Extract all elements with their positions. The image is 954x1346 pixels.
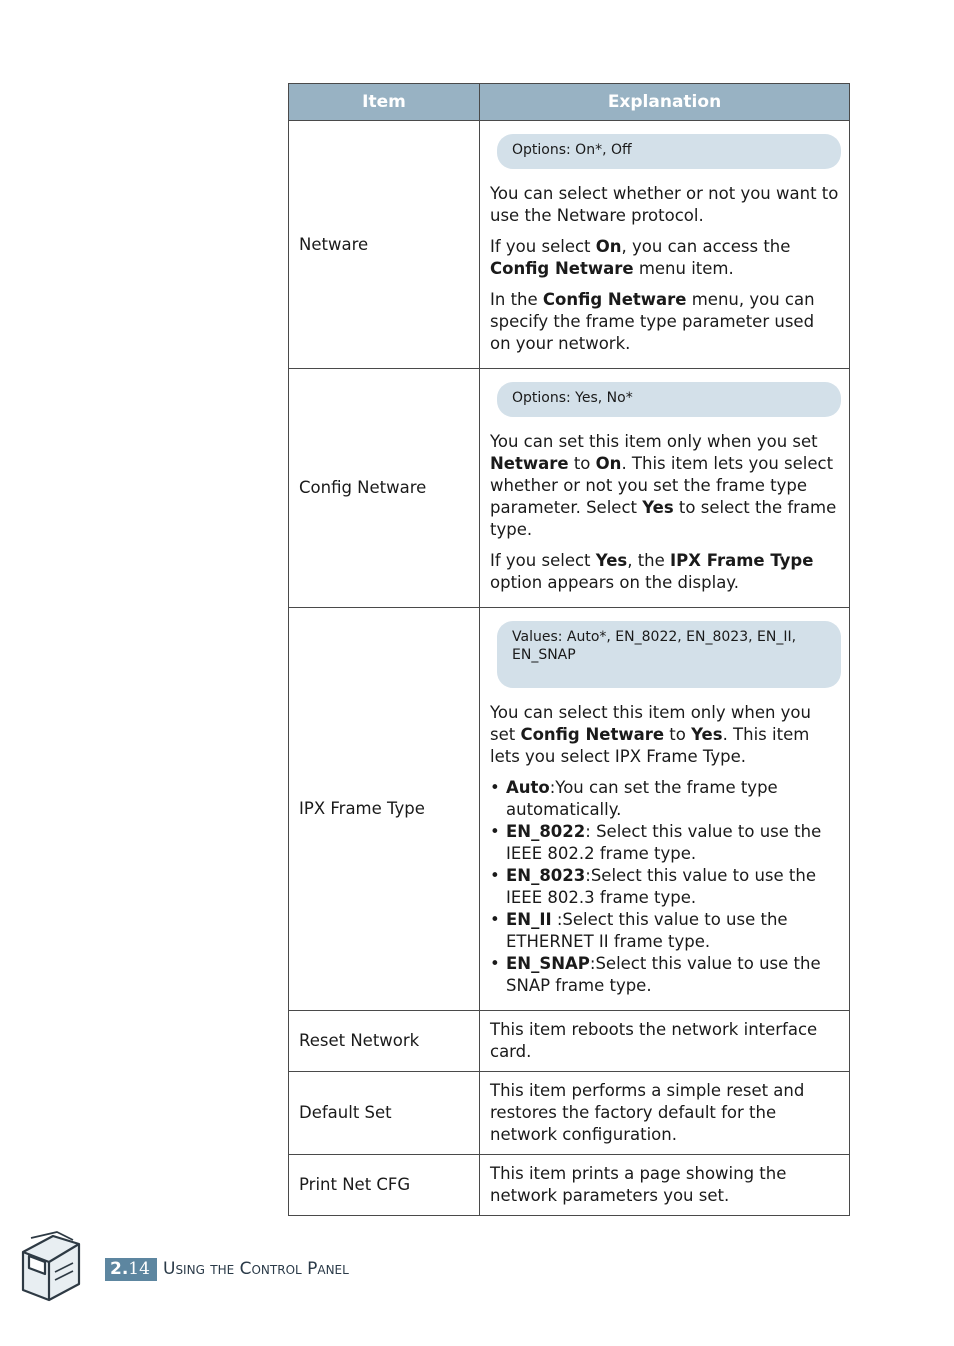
- explanation-print-net-cfg: This item prints a page showing the network parameters you set.: [480, 1155, 850, 1216]
- explanation-ipx-frame-type: [480, 608, 850, 1011]
- options-box: Values: Auto*, EN_8022, EN_8023, EN_II, EN_SNAP: [497, 621, 841, 688]
- list-item: • EN_SNAP:Select this value to use the SNAP frame type.: [490, 953, 839, 997]
- paragraph: If you select Yes, the IPX Frame Type option appears on the display.: [490, 551, 814, 592]
- frame-type-list: [490, 777, 839, 997]
- item-netware: Netware: [289, 121, 480, 369]
- list-item: • EN_8023:Select this value to use the IEEE 802.3 frame type.: [490, 865, 839, 909]
- explanation-default-set: This item performs a simple reset and restores the factory default for the network configuration.: [480, 1072, 850, 1155]
- list-item: • Auto:You can set the frame type automatically.: [490, 777, 839, 821]
- paragraph: You can select whether or not you want to use the Netware protocol.: [490, 184, 839, 225]
- item-config-netware: Config Netware: [289, 369, 480, 608]
- options-box: Options: On*, Off: [497, 134, 841, 169]
- paragraph: You can select this item only when you set Config Netware to Yes. This item lets you select IPX Frame Type.: [490, 703, 811, 766]
- paragraph: If you select On, you can access the Config Netware menu item.: [490, 237, 791, 278]
- paragraph: In the Config Netware menu, you can specify the frame type parameter used on your network.: [490, 290, 815, 353]
- section-title: Using the Control Panel: [163, 1259, 349, 1279]
- table-row: [289, 121, 850, 369]
- printer-icon: [17, 1230, 83, 1304]
- header-explanation: Explanation: [480, 84, 850, 121]
- explanation-netware: [480, 121, 850, 369]
- page-number: 2.14: [105, 1258, 157, 1281]
- explanation-reset-network: This item reboots the network interface card.: [480, 1011, 850, 1072]
- explanation-config-netware: [480, 369, 850, 608]
- table-header-row: [289, 84, 850, 121]
- item-default-set: Default Set: [289, 1072, 480, 1155]
- table-row: [289, 608, 850, 1011]
- table-row: [289, 369, 850, 608]
- list-item: • EN_8022: Select this value to use the IEEE 802.2 frame type.: [490, 821, 839, 865]
- options-box: Options: Yes, No*: [497, 382, 841, 417]
- paragraph: You can set this item only when you set Netware to On. This item lets you select whether or not you set the frame type parameter. Select Yes to select the frame type.: [490, 432, 837, 539]
- item-ipx-frame-type: IPX Frame Type: [289, 608, 480, 1011]
- item-reset-network: Reset Network: [289, 1011, 480, 1072]
- list-item: • EN_II :Select this value to use the ETHERNET II frame type.: [490, 909, 839, 953]
- item-print-net-cfg: Print Net CFG: [289, 1155, 480, 1216]
- table-row: [289, 1072, 850, 1155]
- table-row: [289, 1155, 850, 1216]
- table-row: [289, 1011, 850, 1072]
- settings-table: [288, 83, 850, 1216]
- header-item: Item: [289, 84, 480, 121]
